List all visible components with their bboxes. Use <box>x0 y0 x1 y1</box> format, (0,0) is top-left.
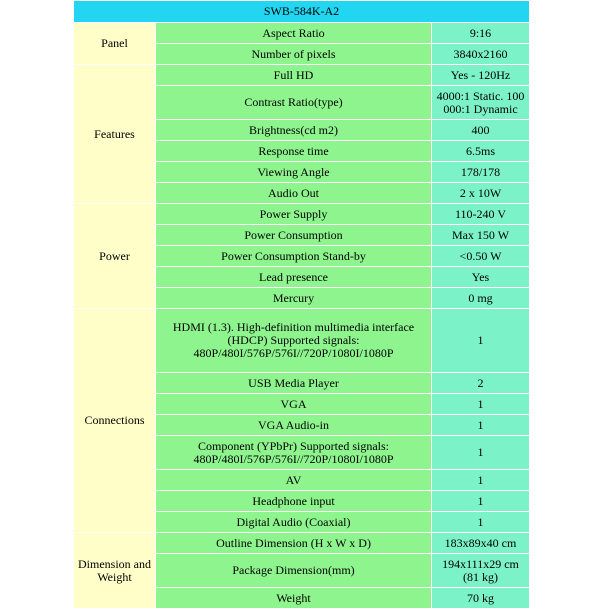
param-cell: Weight <box>156 588 432 609</box>
group-label: Dimension and Weight <box>74 533 156 609</box>
param-cell: Power Supply <box>156 204 432 225</box>
param-cell: HDMI (1.3). High-definition multimedia interface (HDCP) Supported signals: 480P/480I/576P/576I//720P/1080I/1080P <box>156 309 432 373</box>
value-cell: 2 x 10W <box>432 183 530 204</box>
table-row <box>74 309 530 373</box>
param-cell: USB Media Player <box>156 373 432 394</box>
value-cell: 2 <box>432 373 530 394</box>
param-cell: VGA <box>156 394 432 415</box>
value-cell: 9:16 <box>432 23 530 44</box>
value-cell: 110-240 V <box>432 204 530 225</box>
value-cell: 1 <box>432 309 530 373</box>
group-label: Power <box>74 204 156 309</box>
value-cell: 1 <box>432 470 530 491</box>
value-cell: Yes <box>432 267 530 288</box>
value-cell: 0 mg <box>432 288 530 309</box>
group-label: Features <box>74 65 156 204</box>
param-cell: Audio Out <box>156 183 432 204</box>
value-cell: <0.50 W <box>432 246 530 267</box>
group-label: Connections <box>74 309 156 533</box>
param-cell: VGA Audio-in <box>156 415 432 436</box>
value-cell: 1 <box>432 415 530 436</box>
value-cell: Max 150 W <box>432 225 530 246</box>
param-cell: Package Dimension(mm) <box>156 554 432 588</box>
spec-table <box>73 0 530 609</box>
param-cell: Response time <box>156 141 432 162</box>
value-cell: 400 <box>432 120 530 141</box>
table-row <box>74 65 530 86</box>
param-cell: Outline Dimension (H x W x D) <box>156 533 432 554</box>
value-cell: 6.5ms <box>432 141 530 162</box>
value-cell: 4000:1 Static. 100 000:1 Dynamic <box>432 86 530 120</box>
value-cell: 70 kg <box>432 588 530 609</box>
param-cell: Mercury <box>156 288 432 309</box>
value-cell: 183x89x40 cm <box>432 533 530 554</box>
param-cell: Full HD <box>156 65 432 86</box>
value-cell: 1 <box>432 436 530 470</box>
param-cell: Power Consumption Stand-by <box>156 246 432 267</box>
table-row <box>74 533 530 554</box>
table-row <box>74 23 530 44</box>
param-cell: Aspect Ratio <box>156 23 432 44</box>
param-cell: Digital Audio (Coaxial) <box>156 512 432 533</box>
param-cell: Power Consumption <box>156 225 432 246</box>
table-row <box>74 204 530 225</box>
param-cell: Brightness(cd m2) <box>156 120 432 141</box>
param-cell: Contrast Ratio(type) <box>156 86 432 120</box>
param-cell: AV <box>156 470 432 491</box>
group-label: Panel <box>74 23 156 65</box>
param-cell: Viewing Angle <box>156 162 432 183</box>
param-cell: Component (YPbPr) Supported signals: 480P/480I/576P/576I//720P/1080I/1080P <box>156 436 432 470</box>
value-cell: 194x111x29 cm (81 kg) <box>432 554 530 588</box>
value-cell: 1 <box>432 491 530 512</box>
table-title: SWB-584K-A2 <box>74 1 530 23</box>
title-row <box>74 1 530 23</box>
param-cell: Lead presence <box>156 267 432 288</box>
param-cell: Number of pixels <box>156 44 432 65</box>
value-cell: 1 <box>432 512 530 533</box>
param-cell: Headphone input <box>156 491 432 512</box>
value-cell: Yes - 120Hz <box>432 65 530 86</box>
value-cell: 178/178 <box>432 162 530 183</box>
value-cell: 1 <box>432 394 530 415</box>
value-cell: 3840x2160 <box>432 44 530 65</box>
